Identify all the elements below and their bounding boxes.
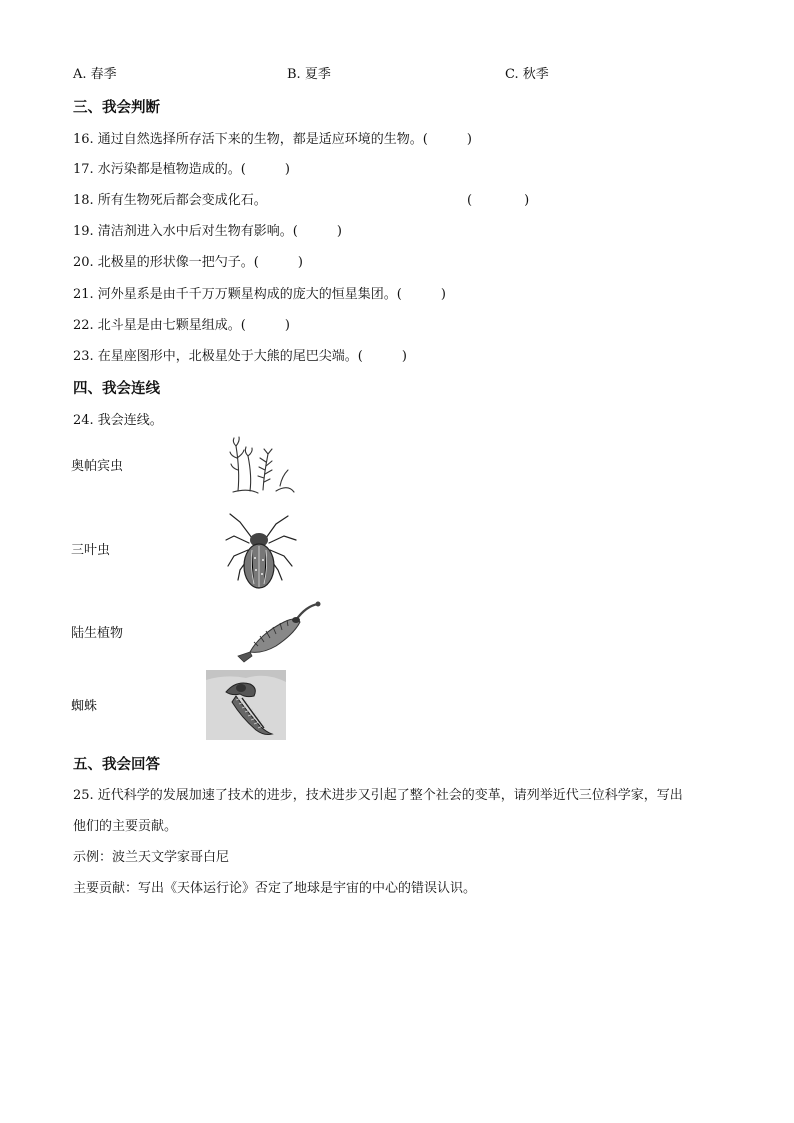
question-19: 19. 清洁剂进入水中后对生物有影响。( ) <box>73 224 342 239</box>
example-line: 示例：波兰天文学家哥白尼 <box>73 850 230 865</box>
section-heading-match: 四、我会连线 <box>73 381 160 397</box>
question-21: 21. 河外星系是由千千万万颗星构成的庞大的恒星集团。( ) <box>73 287 446 302</box>
question-22: 22. 北斗星是由七颗星组成。( ) <box>73 318 290 333</box>
land-plant-picture <box>228 436 298 494</box>
question-24: 24. 我会连线。 <box>73 413 163 428</box>
question-25-line2: 他们的主要贡献。 <box>73 819 178 834</box>
contribution-line: 主要贡献：写出《天体运行论》否定了地球是宇宙的中心的错误认识。 <box>73 881 477 896</box>
option-b: B. 夏季 <box>287 67 331 82</box>
trilobite-picture <box>206 670 286 740</box>
section-heading-answer: 五、我会回答 <box>73 757 160 773</box>
option-c: C. 秋季 <box>505 67 549 82</box>
match-label-spider: 蜘蛛 <box>71 699 98 714</box>
question-17: 17. 水污染都是植物造成的。( ) <box>73 162 290 177</box>
question-18-bracket: ( ) <box>467 193 530 208</box>
question-20: 20. 北极星的形状像一把勺子。( ) <box>73 255 303 270</box>
section-heading-judge: 三、我会判断 <box>73 100 160 116</box>
match-label-opabinia: 奥帕宾虫 <box>71 459 124 474</box>
opabinia-picture <box>236 600 324 664</box>
spider-picture <box>222 510 300 592</box>
question-23: 23. 在星座图形中，北极星处于大熊的尾巴尖端。( ) <box>73 349 407 364</box>
question-16: 16. 通过自然选择所存活下来的生物，都是适应环境的生物。( ) <box>73 132 472 147</box>
option-a: A. 春季 <box>73 67 117 82</box>
question-25-line1: 25. 近代科学的发展加速了技术的进步，技术进步又引起了整个社会的变革，请列举近代三位科学家，写出 <box>73 788 683 803</box>
match-label-land-plant: 陆生植物 <box>71 626 124 641</box>
question-18: 18. 所有生物死后都会变成化石。 <box>73 193 267 208</box>
match-label-trilobite: 三叶虫 <box>71 543 111 558</box>
